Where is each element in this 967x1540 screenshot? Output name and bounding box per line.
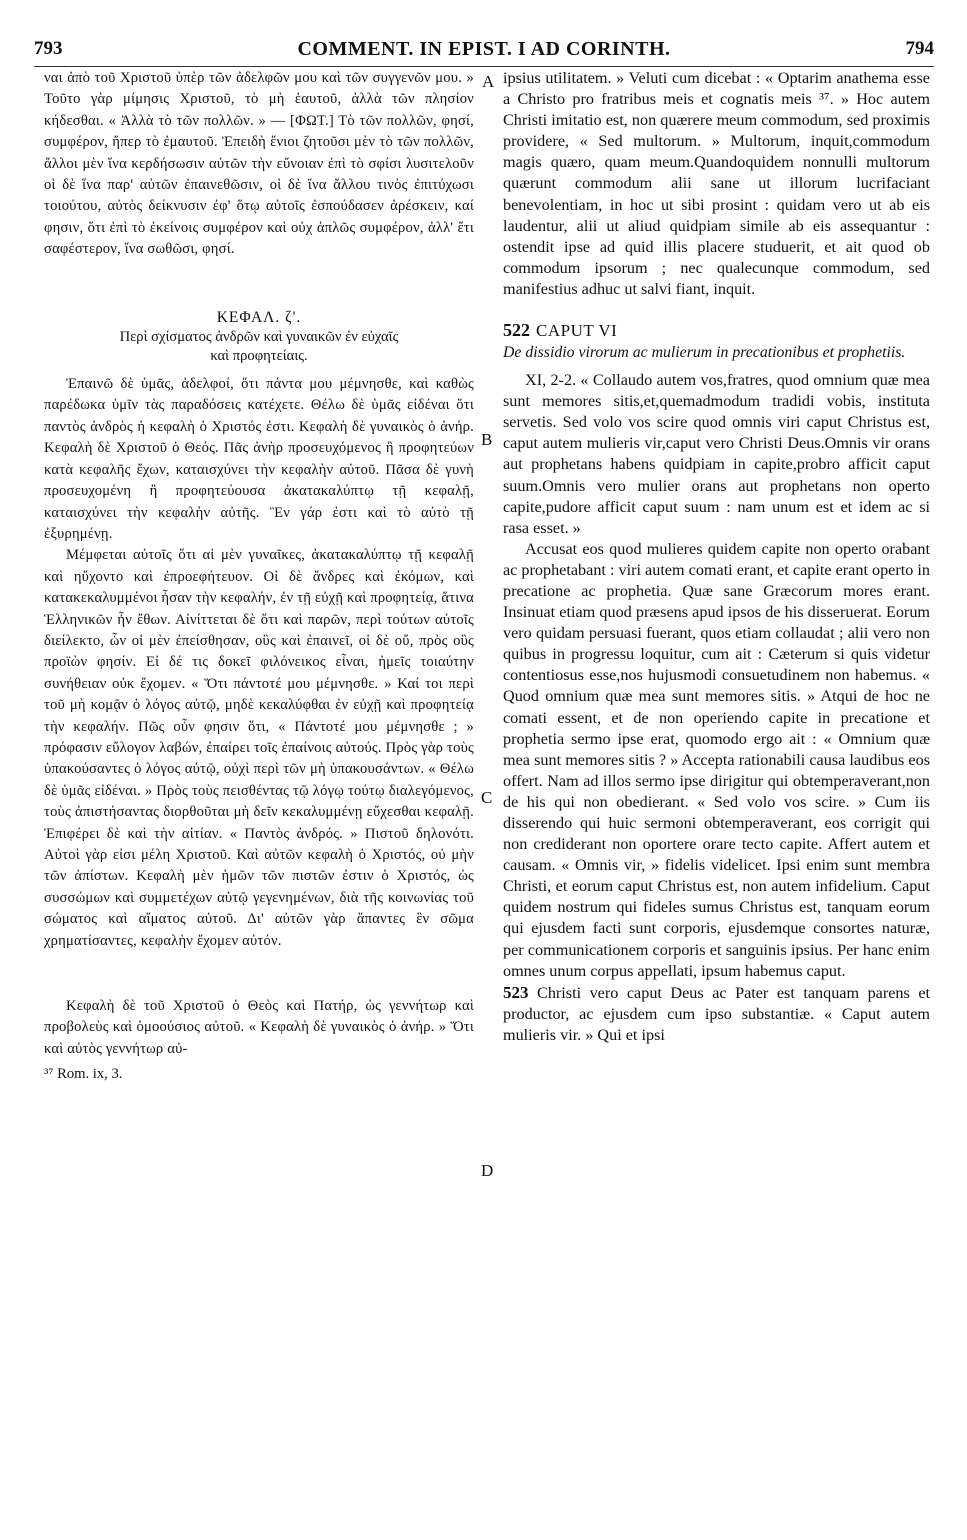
column-number-522: 522 bbox=[503, 320, 530, 341]
spacer bbox=[44, 261, 474, 305]
spacer bbox=[44, 952, 474, 996]
greek-chapter-heading: ΚΕΦΑΛ. ζ'. bbox=[216, 308, 302, 326]
greek-paragraph-2: Ἐπαινῶ δὲ ὑμᾶς, ἀδελφοί, ὅτι πάντα μου μέμνησθε, καὶ καθὼς παρέδωκα ὑμῖν τὰς παραδόσεις κατέχετε. Θέλω δὲ ὑμᾶς εἰδέναι ὅτι παντὸς ἀνδρὸς ἡ κεφαλὴ ὁ Χριστός ἐστι. Κεφαλὴ δὲ γυναικὸς ὁ ἀνήρ. Κεφαλὴ δὲ Χριστοῦ ὁ Θεός. Πᾶς ἀνὴρ προσευχόμενος ἢ προφητεύων κατὰ κεφαλῆς ἔχων, καταισχύνει τὴν κεφαλὴν αὐτοῦ. Πᾶσα δὲ γυνὴ προσευχομένη ἢ προφητεύουσα ἀκατακαλύπτῳ τῇ κεφαλῇ, καταισχύνει τὴν κεφαλὴν αὐτῆς. Ἓν γάρ ἐστι καὶ τὸ αὐτὸ τῇ ἐξυρημένῃ. bbox=[44, 376, 474, 542]
greek-paragraph-4: Κεφαλὴ δὲ τοῦ Χριστοῦ ὁ Θεὸς καὶ Πατήρ, ὡς γεννήτωρ καὶ προβολεὺς καὶ ὁμοούσιος αὐτοῦ. « Κεφαλὴ δὲ γυναικὸς ὁ ἀνήρ. » Ὅτι καὶ αὐτὸς γεννήτωρ αὐ- bbox=[44, 998, 474, 1057]
margin-letter-c: C bbox=[481, 788, 493, 807]
header-rule bbox=[34, 66, 934, 67]
page-number-right: 794 bbox=[905, 38, 934, 59]
margin-letter-b: B bbox=[481, 430, 493, 449]
latin-paragraph-3: Accusat eos quod mulieres quidem capite non operto orabant ac prophetabant : viri autem comati erant, et capite erant operto in precatione ac prophetia. Quæ sane Græcorum mores erant. Insinuat etiam quod præsens apud ipsos de his disseruerat. Eorum vero quidam persuasi fuerant, quos etiam collaudat ; alii vero non quibus in progressu loquitur, cum ait : Cæterum si quis videtur contentiosus esse,nos hujusmodi consuetudinem non habemus. « Quod omnium quæ mea sunt memores sitis. » Atqui de hoc ne comati essent, et de non operiendo capite in precatione et prophetia sermo ipse erat, quomodo ergo ait : « Omnium quæ mea sunt memores sitis ? » Accepta rationabili causa laudibus eos offert. Nam ad illos sermo ipse dirigitur qui obtemperaverant,non de his qui non obedierant. « Sed volo vos scire. » Cum iis disserendo qui huic sermoni obtemperaverant, eos corrigit qui non crediderant non oportere orare tecto capite. Affert autem et causam. « Omnis vir, » fidelis videlicet. Ipsi enim sunt membra Christi, et eorum caput Christus est, non autem infidelium. Caput quidem nostrum qui fideles sumus Christus est, tanquam eorum qui ejusdem facti sunt corporis, ejusdemque consortes naturæ, per communicationem corporis et sanguinis ipsius. Per hanc enim omnes unum corpus appellati, ipsum habemus caput. bbox=[503, 539, 930, 980]
latin-paragraph-2: XI, 2-2. « Collaudo autem vos,fratres, quod omnium quæ mea sunt memores sitis,et,quemadmodum tradidi vobis, instituta servetis. Sed volo vos scire quod omnis viri caput Christus est, caput autem mulieris vir,caput vero Christi Deus.Omnis vir orans aut prophetans habens quidpiam in capite,probro afficit caput suum.Omnis vero mulier orans aut prophetans non operto capite,pudore afficit caput suum : nam unum est et idem ac si rasa esset. » bbox=[503, 371, 930, 537]
latin-chapter-heading bbox=[503, 318, 930, 343]
margin-letter-a: A bbox=[482, 72, 495, 91]
page-header bbox=[34, 38, 934, 64]
greek-subtitle-line-1: Περὶ σχίσματος ἀνδρῶν καὶ γυναικῶν ἐν εὐχαῖς bbox=[119, 329, 399, 346]
greek-subtitle-line-2: καὶ προφητείαις. bbox=[210, 348, 308, 365]
greek-paragraph-1: ναι ἀπὸ τοῦ Χριστοῦ ὑπὲρ τῶν ἀδελφῶν μου καὶ τῶν συγγενῶν μου. » Τοῦτο γὰρ μίμησις Χριστοῦ, τὸ μὴ ἑαυτοῦ, ἀλλὰ τῶν πλησίον κήδεσθαι. « Ἀλλὰ τὸ τῶν πολλῶν. » — [ΦΩΤ.] Τὸ τῶν πολλῶν, φησί, συμφέρον, ἤπερ τὸ ἐμαυτοῦ. Ἐπειδὴ ἔνιοι ζητοῦσι μὲν τὸ τῶν πολλῶν, ἄλλοι μὲν ἵνα κερδήσωσιν αὐτῶν τὴν εὔνοιαν ἐπὶ τὸ σφίσι λυσιτελοῦν οἱ δὲ ἵνα παρ' αὐτῶν ἐπαινεθῶσιν, οἱ δὲ ἵνα ἄλλου τινὸς ἐπιτύχωσι τοιούτου, αὐτὸς δείκνυσιν ἐφ' ὅτῳ αὐτοῖς ἐσπούδασεν ἀρέσκειν, καί φησιν, ὅτι ἐπὶ τὸ ἐκείνοις συμφέρον καὶ οὐχ ἁπλῶς συμφέρον, ἀλλ' ἔτι σαφέστερον, ἵνα σωθῶσι, φησί. bbox=[44, 70, 474, 258]
column-number-523: 523 bbox=[503, 982, 529, 1002]
latin-paragraph-4-text: Christi vero caput Deus ac Pater est tanquam parens et productor, ac ejusdem cum ipso substantiæ. « Caput autem mulieris vir. » Qui et ipsi bbox=[503, 983, 930, 1044]
greek-column bbox=[44, 68, 474, 1086]
latin-paragraph-1: ipsius utilitatem. » Veluti cum dicebat : « Optarim anathema esse a Christo pro fratribus meis et cognatis meis ³⁷. » Hoc autem Christi imitatio est, non quærere meum commodum, sed proximis providere, « Sed multorum. » Multorum, inquit,commodum magis quæro, quam meum.Quandoquidem nonnulli multorum quærunt commodum alii sane ut illorum lucrifaciant benevolentiam, in hoc ut sibi prosint : quidam vero ut ab eis laudentur, alii ut aliud quidpiam simile ab eis assequantur : ostendit ipse ad quid illis placere studuerit, et ait quod ob commodum ipsorum ; nec qualecunque commodum, sed manifestius adhuc ut salvi fiant, inquit. bbox=[503, 69, 930, 298]
margin-letter-d: D bbox=[481, 1161, 494, 1180]
spacer bbox=[503, 362, 930, 370]
latin-paragraph-4 bbox=[503, 982, 930, 1046]
spacer bbox=[44, 366, 474, 374]
page-number-left: 793 bbox=[34, 38, 63, 59]
greek-chapter-subtitle bbox=[44, 328, 474, 366]
footnote: ³⁷ Rom. ix, 3. bbox=[44, 1066, 123, 1083]
latin-column bbox=[503, 68, 930, 1046]
greek-paragraph-3: Μέμφεται αὐτοῖς ὅτι αἱ μὲν γυναῖκες, ἀκατακαλύπτῳ τῇ κεφαλῇ καὶ ηὔχοντο καὶ ἐπροεφήτευον. Οἱ δὲ ἄνδρες καὶ ἐκόμων, καὶ κατακεκαλυμμένοι ἦσαν τὴν κεφαλήν, ἐν τῇ εὐχῇ καὶ προφητείᾳ, ἅτινα Ἑλληνικῶν ἦν ἔθων. Αἰνίττεται δὲ ὅτι καὶ παρῶν, περὶ τούτων αὐτοῖς διείλεκτο, ὧν οἱ μὲν ἐπείσθησαν, οὓς καὶ ἐπαινεῖ, οἱ δὲ οὔ, πρὸς οὓς προϊὼν φησίν. Εἰ δέ τις δοκεῖ φιλόνεικος εἶναι, ἡμεῖς τοιαύτην συνήθειαν οὐκ ἔχομεν. « Ὅτι πάντοτέ μου μέμνησθε. » Καί τοι περὶ τοῦ μὴ κομᾷν ὁ λόγος αὐτῷ, μηδὲ κεκαλύφθαι ἐν εὐχῇ καὶ προφητείᾳ τὴν κεφαλήν. Πῶς οὖν φησιν ὅτι, « Πάντοτέ μου μέμνησθε ; » πρόφασιν εὔλογον λαβών, ἐπαίρει τοῖς ἐπαίνοις αὐτούς. Πρὸς γὰρ τοὺς ὑπακούσαντες ὁ λόγος αὐτῷ, οὐχὶ περὶ τῶν μὴ ὑπακουσάντων. « Θέλω δὲ ὑμᾶς εἰδέναι. » Πρὸς τοὺς πεισθέντας τῷ λόγῳ τούτῳ διαλεγόμενος, τοὺς ἀπιστήσαντας διορθοῦται μὴ δεῖν κεκαλυμμένῃ εὔχεσθαι κεφαλῇ. Ἐπιφέρει δὲ καὶ τὴν αἰτίαν. « Παντὸς ἀνδρός. » Πιστοῦ δηλονότι. Αὐτοὶ γὰρ εἰσι μέλη Χριστοῦ. Καὶ αὐτῶν κεφαλὴ ὁ Χριστός, οὐ μὴν τῶν ἀπίστων. Κεφαλὴ μὲν ἡμῶν τῶν πιστῶν ἐστιν ὁ Χριστός, ὡς συσσώμων καὶ συμμετέχων αὐτῷ γεγενημένων, διὰ τῆς κοινωνίας τοῦ σώματος καὶ αἵματος αὐτοῦ. Δι' αὐτῶν γὰρ ἅπαντες ἓν σῶμα χρηματίσαντες, κεφαλὴν ἔχομεν αὐτόν. bbox=[44, 547, 475, 949]
caput-title: CAPUT VI bbox=[536, 321, 618, 341]
running-title: COMMENT. IN EPIST. I AD CORINTH. bbox=[297, 38, 671, 60]
spacer bbox=[503, 300, 930, 318]
latin-chapter-subtitle: De dissidio virorum ac mulierum in precationibus et prophetiis. bbox=[503, 344, 906, 362]
